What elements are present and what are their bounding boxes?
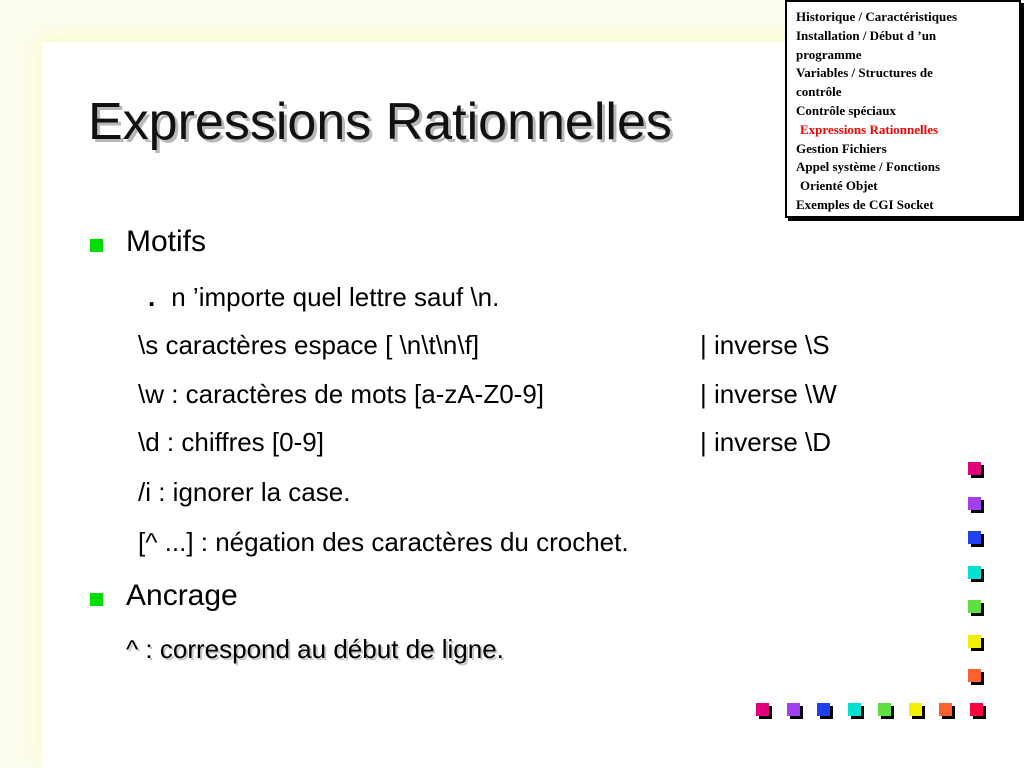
dot-description: n ’importe quel lettre sauf \n. (171, 282, 500, 312)
dot-symbol: . (148, 282, 156, 312)
slide-title: Expressions Rationnelles (88, 93, 672, 151)
decor-square-icon (756, 703, 769, 716)
decor-square-icon (939, 703, 952, 716)
decor-square-icon (817, 703, 830, 716)
motif-d-left: \d : chiffres [0-9] (138, 427, 324, 457)
nav-item-controle-speciaux[interactable]: Contrôle spéciaux (796, 102, 897, 118)
nav-item-appel-systeme[interactable]: Appel système / Fonctions (796, 159, 941, 175)
nav-item-exemples-cgi[interactable]: Exemples de CGI Socket (796, 196, 934, 212)
motif-ignore-case: /i : ignorer la case. (138, 477, 351, 507)
motif-s-right: | inverse \S (700, 330, 830, 360)
ancrage-heading: Ancrage (126, 579, 238, 612)
nav-item-gestion-fichiers[interactable]: Gestion Fichiers (796, 140, 887, 156)
decor-square-icon (968, 635, 981, 648)
decor-square-icon (909, 703, 922, 716)
nav-item-variables-cont[interactable]: contrôle (796, 84, 842, 100)
decor-square-icon (878, 703, 891, 716)
bullet-square-icon (90, 239, 103, 252)
motif-d-right: | inverse \D (700, 427, 832, 457)
motif-w-right: | inverse \W (700, 379, 837, 409)
nav-item-oriente-objet[interactable]: Orienté Objet (800, 178, 878, 194)
decor-square-icon (968, 462, 981, 475)
nav-item-installation[interactable]: Installation / Début d ’un (796, 27, 937, 43)
decor-square-icon (787, 703, 800, 716)
nav-item-expressions-rationnelles[interactable]: Expressions Rationnelles (800, 121, 939, 137)
motif-dot-line (148, 282, 499, 313)
motifs-heading: Motifs (126, 225, 207, 258)
decor-square-icon (968, 600, 981, 613)
decor-square-icon (848, 703, 861, 716)
bullet-square-icon (90, 593, 103, 606)
motif-s-left: \s caractères espace [ \n\t\n\f] (138, 330, 480, 360)
nav-item-installation-cont[interactable]: programme (796, 46, 862, 62)
decor-square-icon (968, 669, 981, 682)
nav-item-variables[interactable]: Variables / Structures de (796, 65, 933, 81)
decor-square-icon (968, 497, 981, 510)
nav-item-historique[interactable]: Historique / Caractéristiques (796, 9, 958, 24)
decor-square-icon (970, 703, 983, 716)
navigation-menu (785, 0, 1021, 218)
motif-negation: [^ ...] : négation des caractères du crochet. (138, 527, 629, 557)
decor-square-icon (968, 531, 981, 544)
ancrage-caret-line: ^ : correspond au début de ligne. (126, 634, 504, 664)
decor-square-icon (968, 566, 981, 579)
motif-w-left: \w : caractères de mots [a-zA-Z0-9] (138, 379, 545, 409)
